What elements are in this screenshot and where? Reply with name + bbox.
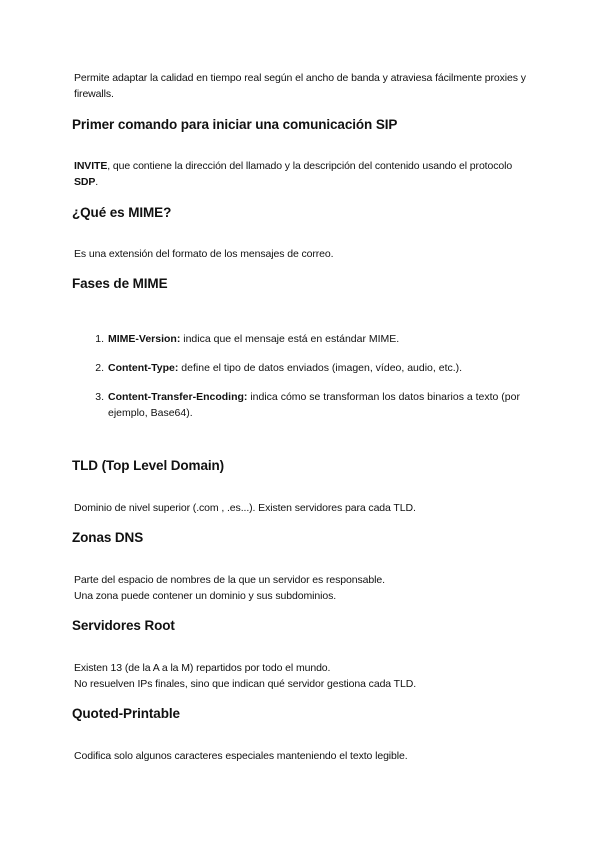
- list-item-number: 2.: [95, 362, 104, 374]
- heading-sip-command: Primer comando para iniciar una comunicación SIP: [72, 117, 398, 132]
- paragraph-root-servers-2: No resuelven IPs finales, sino que indican qué servidor gestiona cada TLD.: [74, 678, 417, 690]
- paragraph-tld: Dominio de nivel superior (.com , .es...). Existen servidores para cada TLD.: [74, 502, 416, 514]
- heading-what-is-mime: ¿Qué es MIME?: [72, 205, 172, 220]
- list-item-term: Content-Type:: [108, 362, 179, 374]
- paragraph-dns-zones-1: Parte del espacio de nombres de la que un servidor es responsable.: [74, 574, 385, 586]
- list-item-term: Content-Transfer-Encoding:: [108, 391, 248, 403]
- heading-dns-zones: Zonas DNS: [72, 530, 144, 545]
- list-item-number: 1.: [95, 333, 104, 345]
- heading-mime-phases: Fases de MIME: [72, 276, 168, 291]
- list-item-number: 3.: [95, 391, 104, 403]
- heading-root-servers: Servidores Root: [72, 618, 175, 633]
- list-item-text: [108, 331, 528, 347]
- list-item-desc: indica que el mensaje está en estándar MIME.: [180, 333, 400, 345]
- sip-end-text: .: [95, 176, 99, 188]
- paragraph-root-servers-1: Existen 13 (de la A a la M) repartidos por todo el mundo.: [74, 662, 331, 674]
- paragraph-sip-invite: [74, 158, 534, 190]
- list-item-term: MIME-Version:: [108, 333, 181, 345]
- paragraph-quoted-printable: Codifica solo algunos caracteres especiales manteniendo el texto legible.: [74, 750, 408, 762]
- paragraph-dns-zones-2: Una zona puede contener un dominio y sus subdominios.: [74, 590, 337, 602]
- heading-tld: TLD (Top Level Domain): [72, 458, 225, 473]
- list-item-desc: define el tipo de datos enviados (imagen, vídeo, audio, etc.).: [178, 362, 463, 374]
- sip-invite-text: , que contiene la dirección del llamado y la descripción del contenido usando el protocolo: [107, 160, 513, 172]
- heading-quoted-printable: Quoted-Printable: [72, 706, 180, 721]
- sip-sdp-term: SDP: [74, 176, 96, 188]
- list-item-text: [108, 389, 528, 421]
- sip-invite-term: INVITE: [74, 160, 108, 172]
- paragraph-mime: Es una extensión del formato de los mensajes de correo.: [74, 248, 334, 260]
- list-item-desc: indica cómo se transforman los datos binarios a texto (por ejemplo, Base64).: [108, 391, 520, 419]
- list-item-text: [108, 360, 528, 376]
- paragraph-quality: Permite adaptar la calidad en tiempo real según el ancho de banda y atraviesa fácilmente proxies y firewalls.: [74, 72, 526, 100]
